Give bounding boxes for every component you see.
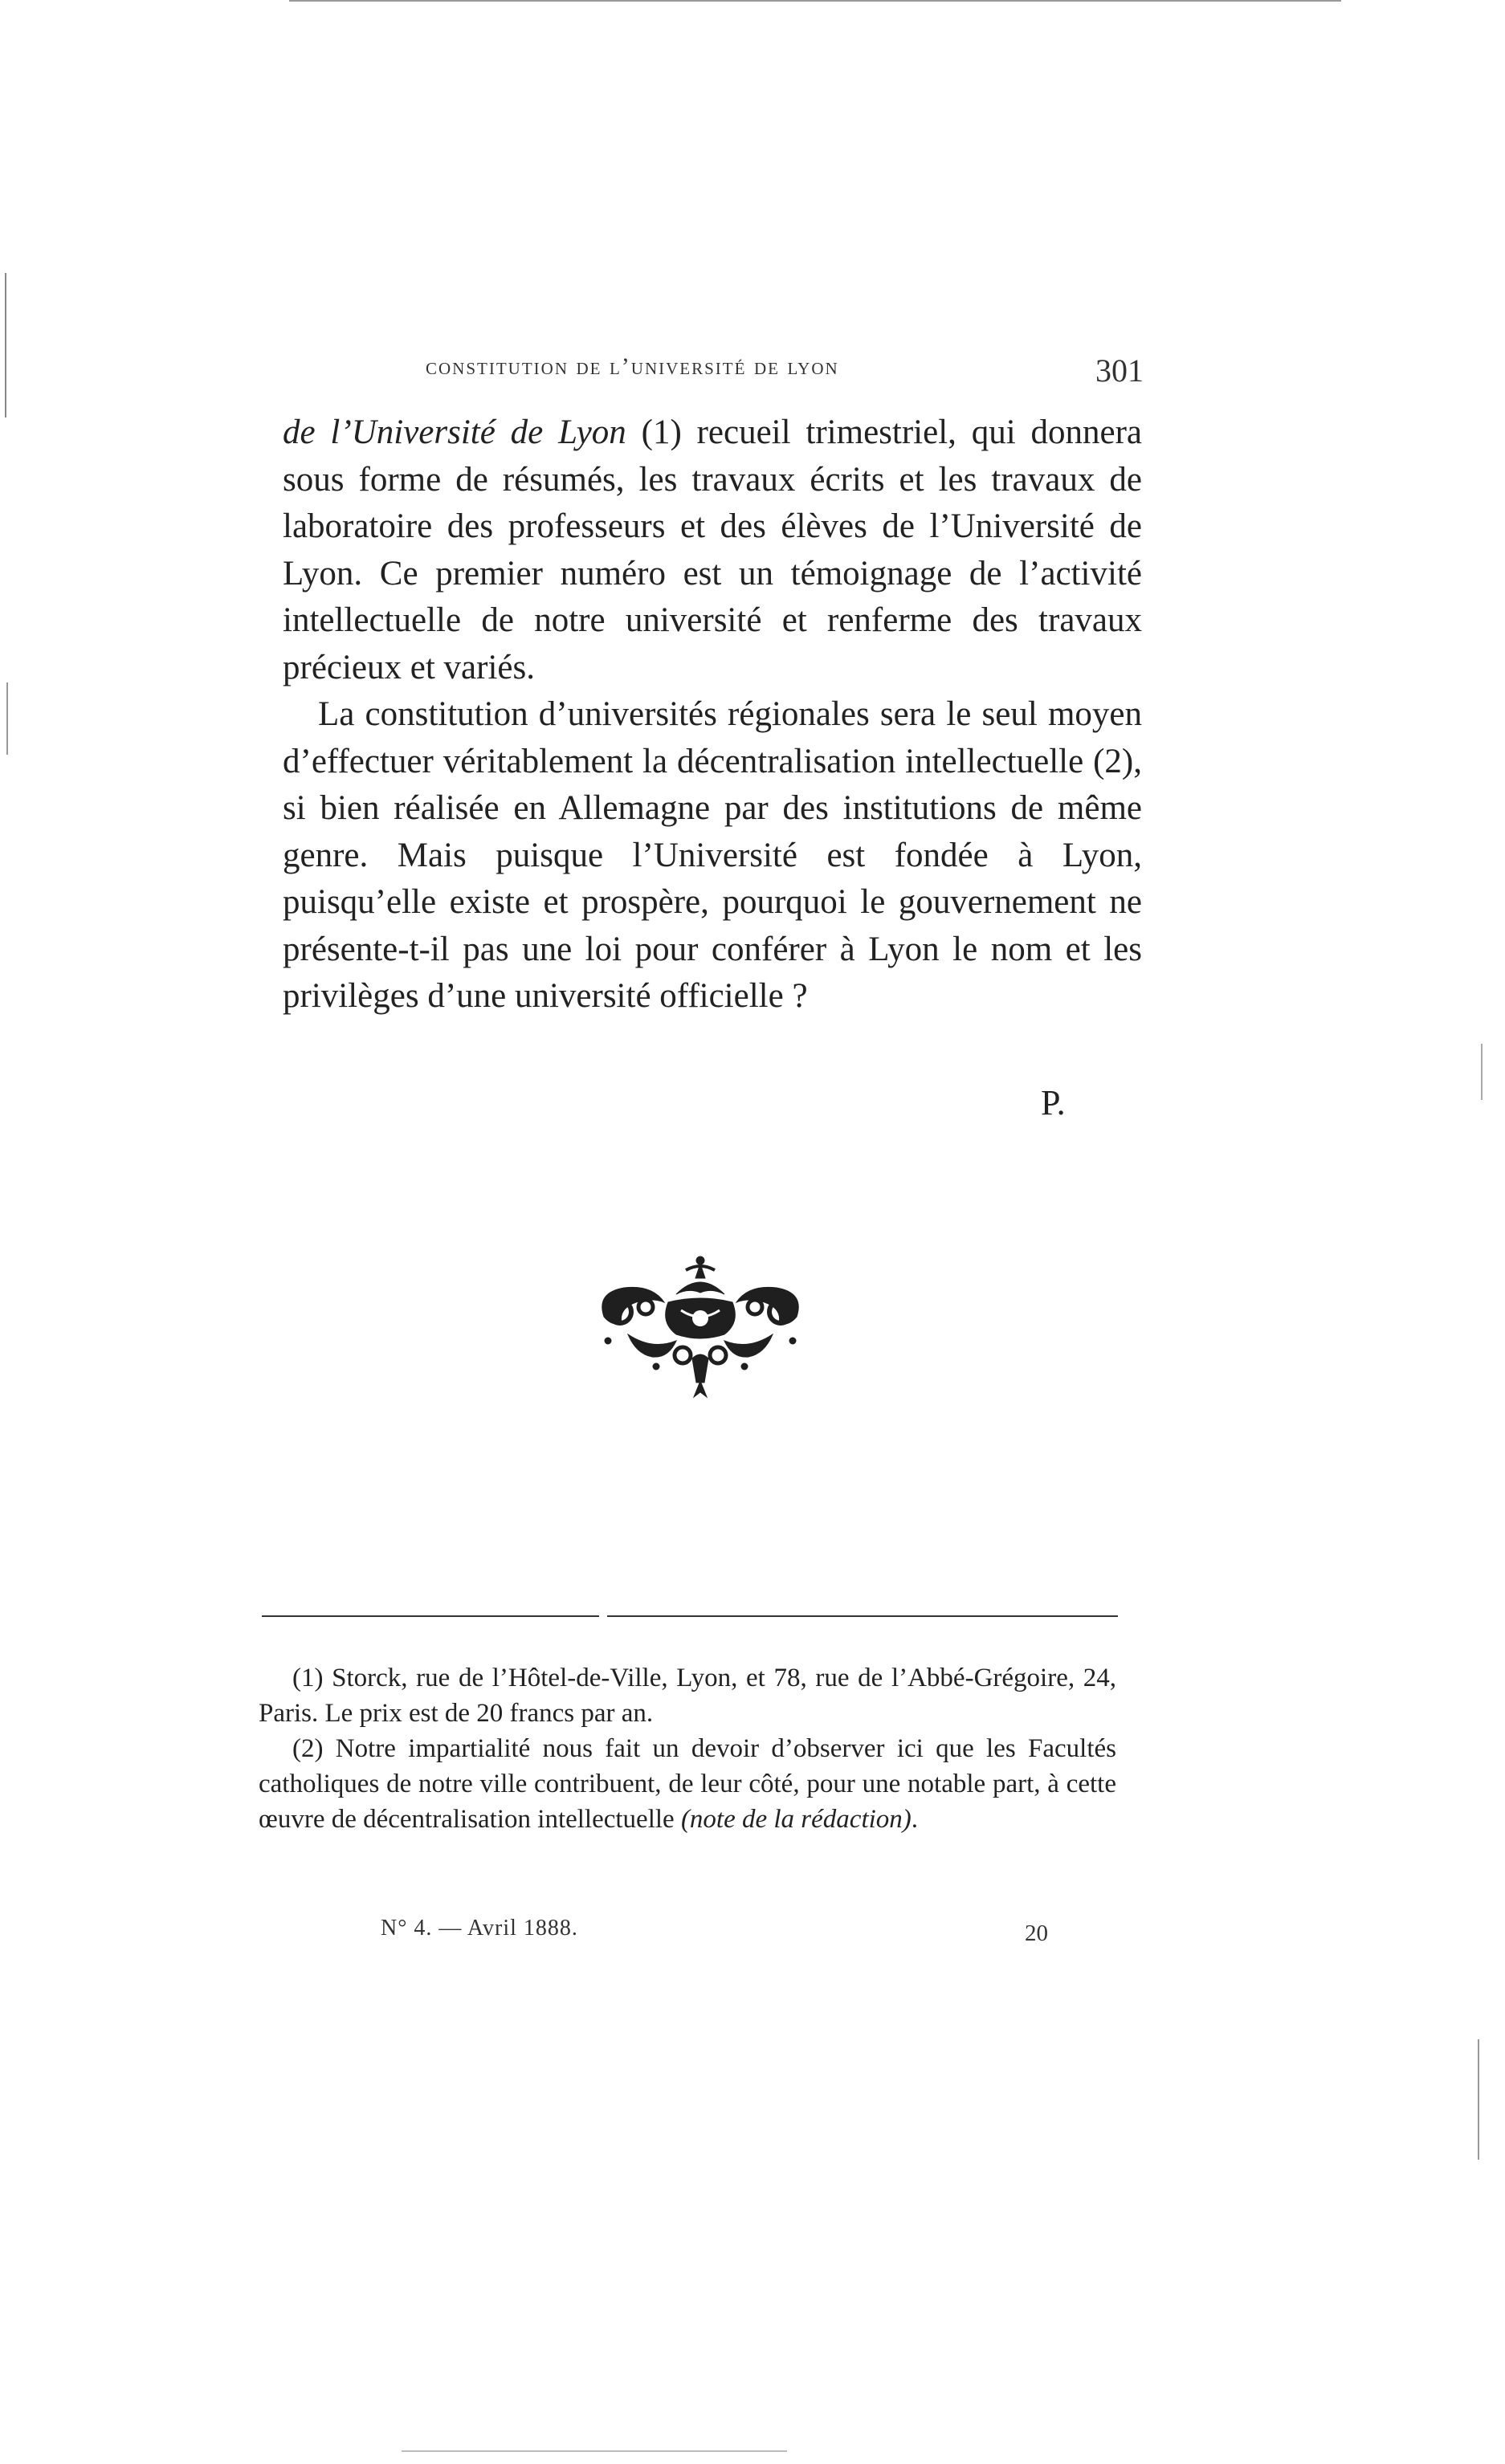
footnote-2-editor-note: (note de la rédaction)	[680, 1805, 912, 1834]
footnote-2	[259, 1731, 1116, 1837]
footnote-2-text: (2) Notre impartialité nous fait un devoir d’observer ici que les Facultés catholiques de notre ville contribuent, de leur côté, pour une notable part, à cette œuvre de décentralisation intellectuelle	[259, 1734, 1116, 1834]
author-signature: P.	[1041, 1083, 1066, 1122]
scan-edge-left	[5, 273, 6, 417]
issue-line: N° 4. — Avril 1888.	[381, 1916, 578, 1941]
running-title: constitution de l’université de lyon	[426, 353, 839, 380]
paragraph-1	[283, 409, 1142, 691]
footnote-rule-left	[262, 1615, 599, 1617]
paragraph-1-text: (1) recueil trimestriel, qui donnera sous forme de résumés, les travaux écrits et les travaux de laboratoire des professeurs et des élèves de l’Université de Lyon. Ce premier numéro est un témoignage de l’activité intellectuelle de notre université et renferme des travaux précieux et variés.	[283, 413, 1142, 686]
scan-edge-right	[1481, 1044, 1483, 1100]
paragraph-2: La constitution d’universités régionales sera le seul moyen d’effectuer véritablement la décentralisation intellectuelle (2), si bien réalisée en Allemagne par des institutions de même genre. Mais puisque l’Université est fondée à Lyon, puisqu’elle existe et prospère, pourquoi le gouvernement ne présente-t-il pas une loi pour conférer à Lyon le nom et les privilèges d’une université officielle ?	[283, 695, 1142, 1015]
footnote-rule-right	[607, 1615, 1118, 1617]
scan-edge-left-2	[6, 682, 8, 755]
scan-edge-top	[289, 0, 1341, 2]
page-number: 301	[1095, 352, 1144, 389]
footnote-1: (1) Storck, rue de l’Hôtel-de-Ville, Lyon, et 78, rue de l’Abbé-Grégoire, 24, Paris. Le prix est de 20 francs par an.	[259, 1664, 1116, 1728]
paragraph-1-italic: de l’Université de Lyon	[283, 413, 626, 451]
signature-mark: 20	[1025, 1920, 1048, 1946]
printer-ornament-icon	[580, 1246, 821, 1407]
body-text	[283, 409, 1142, 1020]
footnotes	[259, 1660, 1116, 1837]
scan-edge-bottom	[402, 2450, 787, 2452]
footnote-2-end: .	[911, 1805, 919, 1834]
scan-edge-right-2	[1478, 2039, 1479, 2160]
